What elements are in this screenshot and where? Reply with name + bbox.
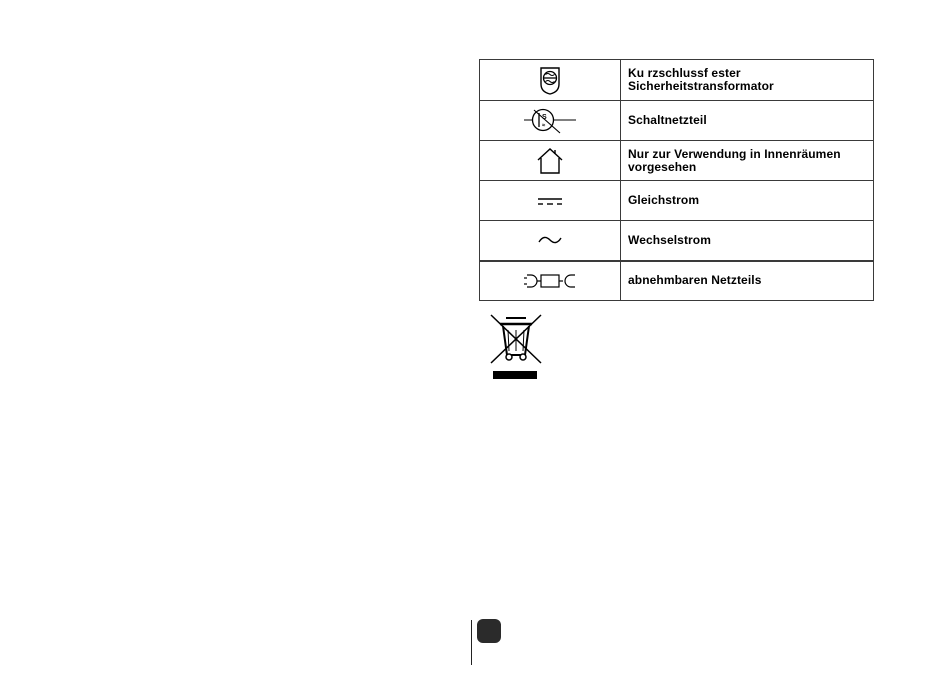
symbol-icon-cell bbox=[480, 141, 621, 181]
table-row bbox=[480, 60, 874, 101]
symbol-label: Wechselstrom bbox=[621, 221, 874, 261]
symbol-icon-cell bbox=[480, 261, 621, 301]
page-marker-square bbox=[477, 619, 501, 643]
alternating-current-icon bbox=[538, 233, 562, 247]
detachable-power-supply-icon bbox=[522, 271, 578, 291]
symbol-icon-cell bbox=[480, 181, 621, 221]
table-row bbox=[480, 141, 874, 181]
symbol-icon-cell bbox=[480, 60, 621, 101]
symbol-label: Ku rzschlussf ester Sicherheitstransformator bbox=[621, 60, 874, 101]
direct-current-icon bbox=[537, 194, 563, 208]
indoor-use-only-icon bbox=[535, 147, 565, 175]
symbol-icon-cell bbox=[480, 221, 621, 261]
symbol-label: abnehmbaren Netzteils bbox=[621, 261, 874, 301]
smps-letter: S bbox=[542, 113, 547, 121]
symbol-label: Gleichstrom bbox=[621, 181, 874, 221]
svg-text:≈: ≈ bbox=[542, 122, 546, 129]
table-row bbox=[480, 261, 874, 301]
table-row bbox=[480, 181, 874, 221]
page-divider-line bbox=[471, 620, 472, 665]
table-row bbox=[480, 221, 874, 261]
switch-mode-power-supply-icon bbox=[522, 106, 578, 136]
table-row bbox=[480, 101, 874, 141]
symbol-table bbox=[479, 59, 874, 301]
weee-crossed-bin-icon bbox=[486, 310, 546, 380]
symbol-icon-cell bbox=[480, 101, 621, 141]
symbol-label: Nur zur Verwendung in Innenräumen vorgesehen bbox=[621, 141, 874, 181]
short-circuit-proof-safety-transformer-icon bbox=[538, 65, 562, 95]
symbol-label: Schaltnetzteil bbox=[621, 101, 874, 141]
